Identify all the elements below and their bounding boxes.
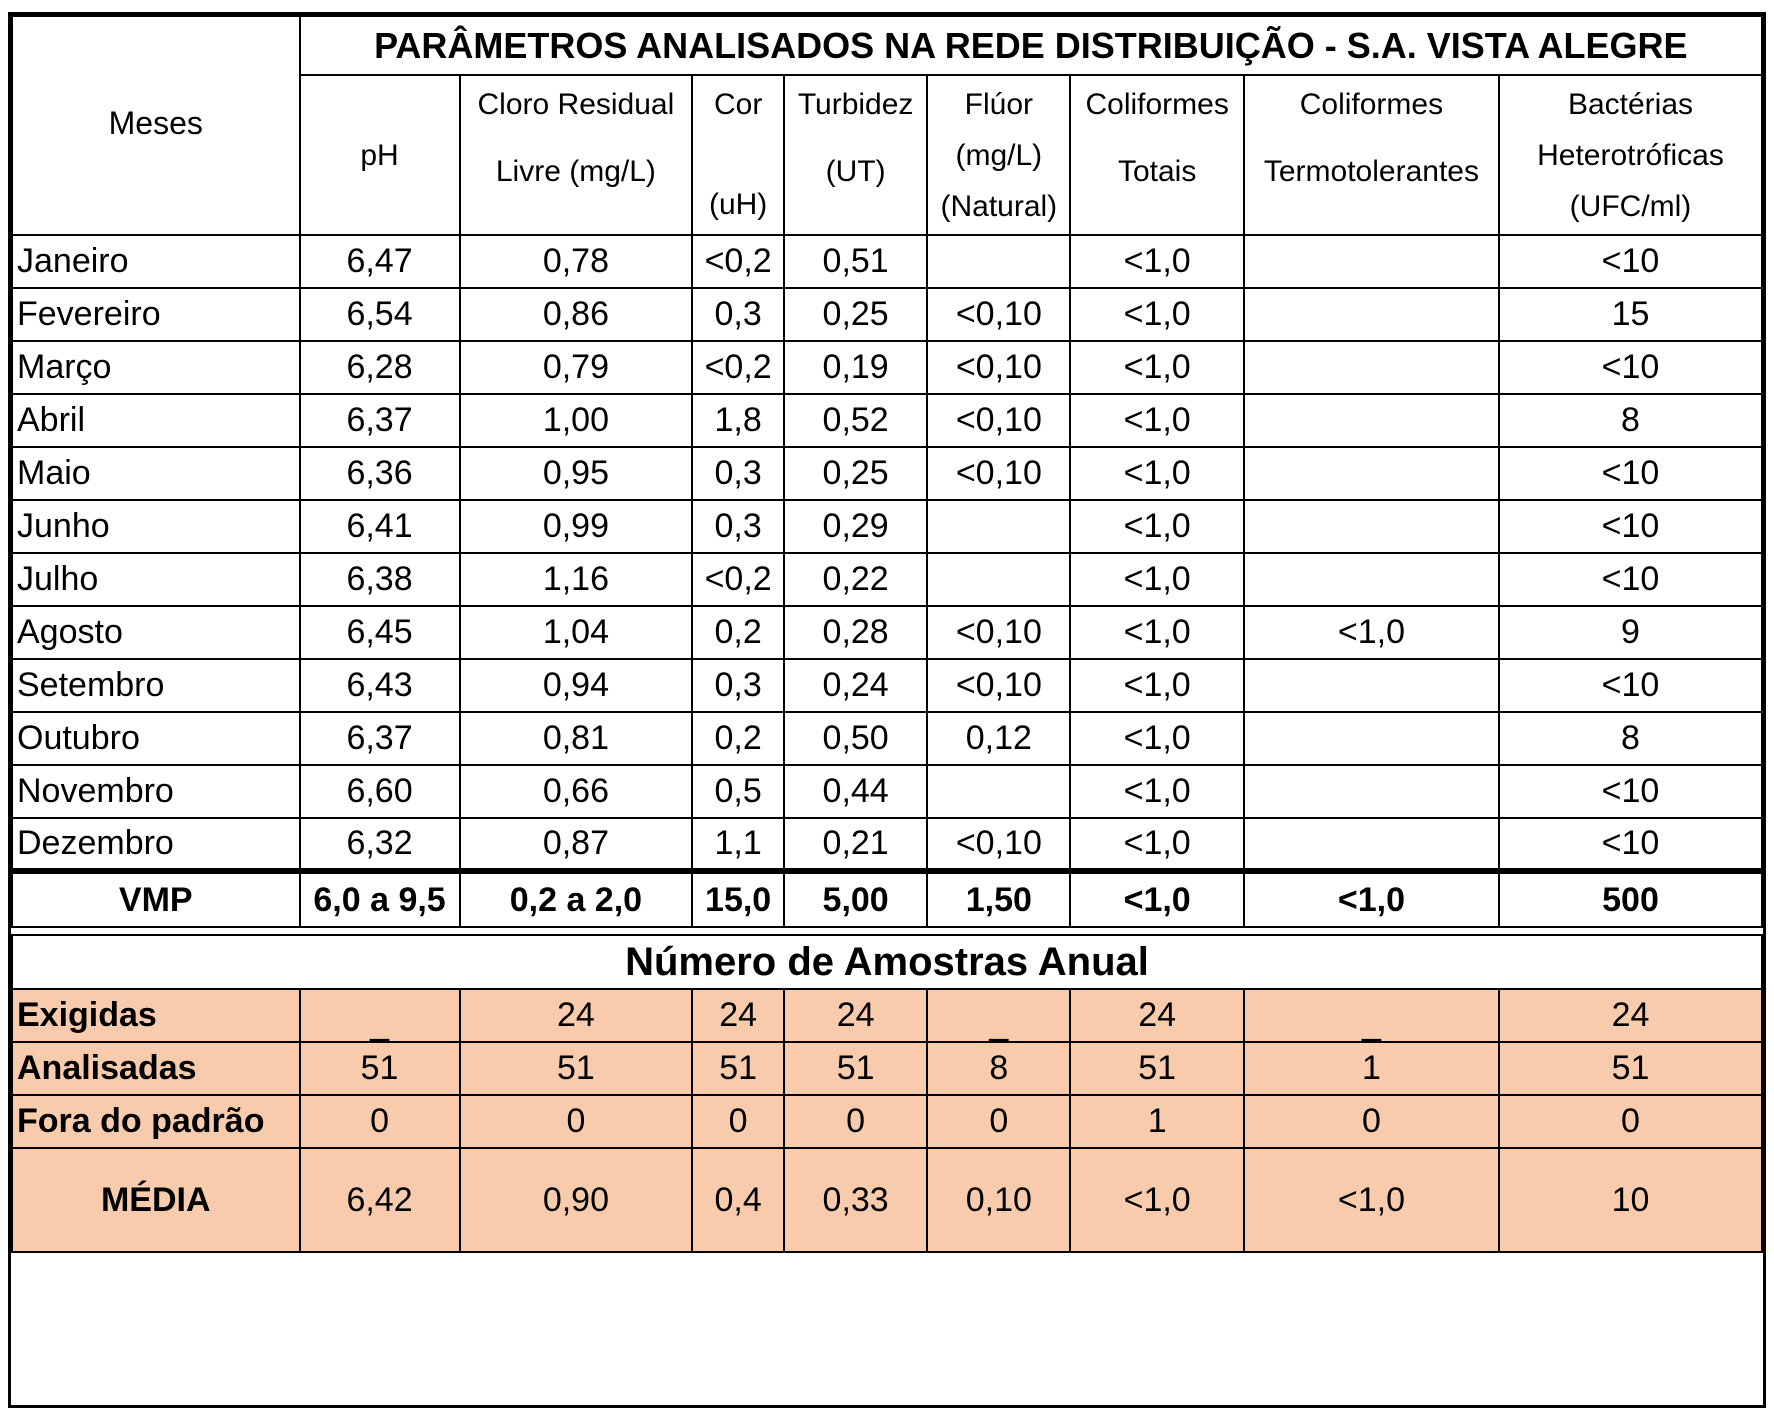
vmp-bacterias: 500: [1499, 871, 1762, 927]
header-cor: [692, 75, 784, 235]
cell-coli-termo: [1244, 553, 1499, 606]
header-turbidez-line2: (UT): [825, 155, 886, 188]
cell-cloro: 0,79: [460, 341, 693, 394]
cell-bacterias: <10: [1499, 235, 1762, 288]
cell-bacterias: 8: [1499, 394, 1762, 447]
cell-ph: 6,32: [300, 818, 460, 871]
cell-cor: <0,2: [692, 341, 784, 394]
fora-coli-termo: 0: [1244, 1095, 1499, 1148]
table-row: [12, 341, 1762, 394]
cell-ph: 6,47: [300, 235, 460, 288]
cell-cloro: 0,99: [460, 500, 693, 553]
table-row: [12, 447, 1762, 500]
cell-coli-totais: <1,0: [1070, 394, 1243, 447]
month-cell: Maio: [12, 447, 300, 500]
water-quality-table: [8, 12, 1766, 1408]
cell-cloro: 0,95: [460, 447, 693, 500]
exigidas-fluor: [927, 989, 1070, 1042]
header-turbidez: [784, 75, 927, 235]
analisadas-cor: 51: [692, 1042, 784, 1095]
cell-fluor: <0,10: [927, 818, 1070, 871]
cell-turbidez: 0,22: [784, 553, 927, 606]
cell-coli-totais: <1,0: [1070, 341, 1243, 394]
fora-coli-totais: 1: [1070, 1095, 1243, 1148]
media-bacterias: 10: [1499, 1148, 1762, 1252]
header-cloro: [460, 75, 693, 235]
cell-ph: 6,28: [300, 341, 460, 394]
cell-fluor: <0,10: [927, 606, 1070, 659]
header-coli-totais-line2: Totais: [1117, 155, 1197, 188]
cell-turbidez: 0,28: [784, 606, 927, 659]
exigidas-fluor-value: _: [989, 1004, 1009, 1042]
media-coli-totais: <1,0: [1070, 1148, 1243, 1252]
exigidas-row: [12, 989, 1762, 1042]
cell-cloro: 1,04: [460, 606, 693, 659]
vmp-cloro: 0,2 a 2,0: [460, 871, 693, 927]
parameters-table: [11, 15, 1763, 1253]
cell-coli-termo: [1244, 235, 1499, 288]
cell-ph: 6,37: [300, 712, 460, 765]
header-cloro-line2: Livre (mg/L): [495, 155, 656, 188]
cell-coli-totais: <1,0: [1070, 818, 1243, 871]
cell-cloro: 0,81: [460, 712, 693, 765]
cell-coli-totais: <1,0: [1070, 606, 1243, 659]
fora-row: [12, 1095, 1762, 1148]
month-rows: [12, 235, 1762, 871]
analisadas-coli-termo: 1: [1244, 1042, 1499, 1095]
header-ph: pH: [300, 75, 460, 235]
exigidas-coli-termo: [1244, 989, 1499, 1042]
cell-turbidez: 0,51: [784, 235, 927, 288]
fora-cor: 0: [692, 1095, 784, 1148]
header-turbidez-line1: Turbidez: [797, 88, 914, 121]
fora-ph: 0: [300, 1095, 460, 1148]
month-cell: Junho: [12, 500, 300, 553]
cell-turbidez: 0,25: [784, 288, 927, 341]
analisadas-fluor: 8: [927, 1042, 1070, 1095]
vmp-turbidez: 5,00: [784, 871, 927, 927]
month-cell: Setembro: [12, 659, 300, 712]
cell-turbidez: 0,25: [784, 447, 927, 500]
cell-cloro: 1,16: [460, 553, 693, 606]
cell-coli-termo: [1244, 659, 1499, 712]
cell-cloro: 0,94: [460, 659, 693, 712]
cell-fluor: [927, 765, 1070, 818]
cell-cloro: 0,78: [460, 235, 693, 288]
vmp-fluor: 1,50: [927, 871, 1070, 927]
month-cell: Outubro: [12, 712, 300, 765]
table-title: PARÂMETROS ANALISADOS NA REDE DISTRIBUIÇÃO - S.A. VISTA ALEGRE: [300, 16, 1762, 75]
cell-ph: 6,36: [300, 447, 460, 500]
header-fluor: [927, 75, 1070, 235]
cell-ph: 6,43: [300, 659, 460, 712]
header-cor-line1: Cor: [713, 88, 763, 121]
header-cor-line2: (uH): [708, 188, 768, 221]
cell-fluor: 0,12: [927, 712, 1070, 765]
vmp-coli-totais: <1,0: [1070, 871, 1243, 927]
cell-cloro: 0,86: [460, 288, 693, 341]
cell-bacterias: <10: [1499, 553, 1762, 606]
cell-cloro: 1,00: [460, 394, 693, 447]
amostras-title-row: [12, 935, 1762, 989]
header-fluor-line2: (mg/L): [955, 139, 1043, 172]
exigidas-bacterias: 24: [1499, 989, 1762, 1042]
media-fluor: 0,10: [927, 1148, 1070, 1252]
fora-turbidez: 0: [784, 1095, 927, 1148]
cell-cor: 0,3: [692, 288, 784, 341]
media-row: [12, 1148, 1762, 1252]
cell-fluor: <0,10: [927, 394, 1070, 447]
vmp-coli-termo: <1,0: [1244, 871, 1499, 927]
fora-cloro: 0: [460, 1095, 693, 1148]
month-cell: Agosto: [12, 606, 300, 659]
cell-coli-totais: <1,0: [1070, 500, 1243, 553]
cell-bacterias: 8: [1499, 712, 1762, 765]
analisadas-ph: 51: [300, 1042, 460, 1095]
media-ph: 6,42: [300, 1148, 460, 1252]
cell-ph: 6,54: [300, 288, 460, 341]
table-row: [12, 765, 1762, 818]
media-cloro: 0,90: [460, 1148, 693, 1252]
header-bacterias-line2: Heterotróficas: [1537, 139, 1724, 172]
fora-bacterias: 0: [1499, 1095, 1762, 1148]
cell-fluor: <0,10: [927, 659, 1070, 712]
table-row: [12, 659, 1762, 712]
cell-bacterias: <10: [1499, 500, 1762, 553]
cell-turbidez: 0,44: [784, 765, 927, 818]
header-fluor-line1: Flúor: [964, 88, 1034, 121]
cell-coli-totais: <1,0: [1070, 553, 1243, 606]
cell-turbidez: 0,52: [784, 394, 927, 447]
table-row: [12, 818, 1762, 871]
cell-coli-termo: [1244, 288, 1499, 341]
month-cell: Julho: [12, 553, 300, 606]
exigidas-cor: 24: [692, 989, 784, 1042]
cell-coli-termo: [1244, 394, 1499, 447]
analisadas-row: [12, 1042, 1762, 1095]
exigidas-coli-totais: 24: [1070, 989, 1243, 1042]
cell-turbidez: 0,50: [784, 712, 927, 765]
header-bacterias-line1: Bactérias: [1567, 88, 1694, 121]
header-coli-totais-line1: Coliformes: [1085, 88, 1229, 121]
cell-cor: 1,1: [692, 818, 784, 871]
month-cell: Março: [12, 341, 300, 394]
cell-bacterias: <10: [1499, 447, 1762, 500]
cell-turbidez: 0,29: [784, 500, 927, 553]
cell-cor: 0,3: [692, 447, 784, 500]
table-row: [12, 235, 1762, 288]
cell-fluor: <0,10: [927, 447, 1070, 500]
media-cor: 0,4: [692, 1148, 784, 1252]
header-coli-termo: [1244, 75, 1499, 235]
month-cell: Janeiro: [12, 235, 300, 288]
cell-fluor: <0,10: [927, 288, 1070, 341]
cell-cor: <0,2: [692, 553, 784, 606]
cell-coli-totais: <1,0: [1070, 235, 1243, 288]
cell-bacterias: <10: [1499, 818, 1762, 871]
cell-coli-termo: [1244, 341, 1499, 394]
exigidas-coli-termo-value: _: [1361, 1004, 1381, 1042]
cell-coli-termo: <1,0: [1244, 606, 1499, 659]
cell-cor: 0,5: [692, 765, 784, 818]
cell-coli-totais: <1,0: [1070, 712, 1243, 765]
cell-cor: <0,2: [692, 235, 784, 288]
cell-ph: 6,60: [300, 765, 460, 818]
cell-coli-totais: <1,0: [1070, 288, 1243, 341]
table-row: [12, 288, 1762, 341]
cell-fluor: <0,10: [927, 341, 1070, 394]
fora-label: Fora do padrão: [12, 1095, 300, 1148]
exigidas-label: Exigidas: [12, 989, 300, 1042]
cell-cor: 1,8: [692, 394, 784, 447]
cell-turbidez: 0,19: [784, 341, 927, 394]
header-meses: Meses: [12, 16, 300, 235]
cell-ph: 6,37: [300, 394, 460, 447]
cell-bacterias: <10: [1499, 659, 1762, 712]
table-row: [12, 606, 1762, 659]
media-coli-termo: <1,0: [1244, 1148, 1499, 1252]
month-cell: Dezembro: [12, 818, 300, 871]
cell-cor: 0,2: [692, 606, 784, 659]
cell-coli-totais: <1,0: [1070, 447, 1243, 500]
table-row: [12, 394, 1762, 447]
cell-coli-termo: [1244, 765, 1499, 818]
cell-coli-termo: [1244, 447, 1499, 500]
header-coli-termo-line1: Coliformes: [1299, 88, 1444, 121]
analisadas-coli-totais: 51: [1070, 1042, 1243, 1095]
month-cell: Novembro: [12, 765, 300, 818]
cell-ph: 6,45: [300, 606, 460, 659]
section-gap: [12, 927, 1762, 935]
cell-ph: 6,38: [300, 553, 460, 606]
cell-fluor: [927, 553, 1070, 606]
vmp-cor: 15,0: [692, 871, 784, 927]
cell-turbidez: 0,24: [784, 659, 927, 712]
table-row: [12, 553, 1762, 606]
table-row: [12, 712, 1762, 765]
cell-bacterias: 9: [1499, 606, 1762, 659]
header-coli-termo-line2: Termotolerantes: [1263, 155, 1479, 188]
exigidas-ph: [300, 989, 460, 1042]
analisadas-label: Analisadas: [12, 1042, 300, 1095]
vmp-row: [12, 871, 1762, 927]
cell-bacterias: <10: [1499, 765, 1762, 818]
cell-ph: 6,41: [300, 500, 460, 553]
cell-coli-termo: [1244, 818, 1499, 871]
month-cell: Fevereiro: [12, 288, 300, 341]
vmp-ph: 6,0 a 9,5: [300, 871, 460, 927]
exigidas-ph-value: _: [370, 1004, 389, 1042]
cell-cor: 0,2: [692, 712, 784, 765]
cell-bacterias: <10: [1499, 341, 1762, 394]
amostras-title: Número de Amostras Anual: [12, 935, 1762, 989]
cell-coli-totais: <1,0: [1070, 765, 1243, 818]
analisadas-bacterias: 51: [1499, 1042, 1762, 1095]
header-coli-totais: [1070, 75, 1243, 235]
header-bacterias-line3: (UFC/ml): [1569, 190, 1692, 223]
header-cloro-line1: Cloro Residual: [477, 88, 675, 121]
fora-fluor: 0: [927, 1095, 1070, 1148]
cell-coli-totais: <1,0: [1070, 659, 1243, 712]
cell-cloro: 0,66: [460, 765, 693, 818]
cell-coli-termo: [1244, 500, 1499, 553]
media-turbidez: 0,33: [784, 1148, 927, 1252]
header-fluor-line3: (Natural): [940, 190, 1058, 223]
cell-cor: 0,3: [692, 500, 784, 553]
header-bacterias: [1499, 75, 1762, 235]
exigidas-turbidez: 24: [784, 989, 927, 1042]
cell-cloro: 0,87: [460, 818, 693, 871]
analisadas-cloro: 51: [460, 1042, 693, 1095]
cell-fluor: [927, 500, 1070, 553]
gap-cell: [12, 927, 1762, 935]
table-row: [12, 500, 1762, 553]
cell-bacterias: 15: [1499, 288, 1762, 341]
media-label: MÉDIA: [12, 1148, 300, 1252]
cell-coli-termo: [1244, 712, 1499, 765]
vmp-label: VMP: [12, 871, 300, 927]
exigidas-cloro: 24: [460, 989, 693, 1042]
cell-fluor: [927, 235, 1070, 288]
analisadas-turbidez: 51: [784, 1042, 927, 1095]
cell-turbidez: 0,21: [784, 818, 927, 871]
month-cell: Abril: [12, 394, 300, 447]
cell-cor: 0,3: [692, 659, 784, 712]
